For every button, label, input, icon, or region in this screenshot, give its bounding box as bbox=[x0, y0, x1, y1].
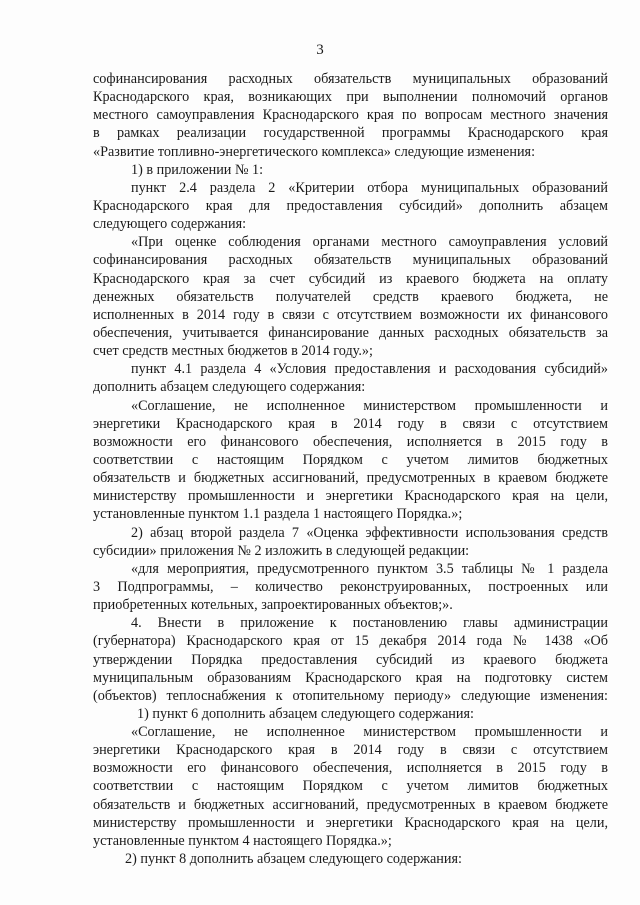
text-line: 2) пункт 8 дополнить абзацем следующего содержания: bbox=[125, 851, 462, 868]
text-line: в рамках реализации государственной программы Краснодарского края bbox=[93, 125, 608, 142]
document-body bbox=[93, 70, 608, 868]
text-line: министерству промышленности и энергетики Краснодарского края на цели, bbox=[93, 814, 608, 831]
text-line: счет средств местных бюджетов в 2014 году.»; bbox=[93, 343, 373, 360]
text-line: (губернатора) Краснодарского края от 15 декабря 2014 года № 1438 «Об bbox=[93, 633, 608, 650]
text-line: возможности его финансового обеспечения, исполняется в 2015 году в bbox=[93, 433, 608, 450]
text-line: следующего содержания: bbox=[93, 216, 247, 233]
text-line: установленные пунктом 1.1 раздела 1 настоящего Порядка.»; bbox=[93, 506, 463, 523]
text-line: денежных обязательств получателей средств краевого бюджета, не bbox=[93, 288, 608, 305]
text-line: обязательств и бюджетных ассигнований, предусмотренных в краевом бюджете bbox=[93, 470, 608, 487]
text-line: (объектов) теплоснабжения к отопительному периоду» следующие изменения: bbox=[93, 687, 608, 704]
text-line: пункт 2.4 раздела 2 «Критерии отбора муниципальных образований bbox=[131, 179, 608, 196]
text-line: обязательств и бюджетных ассигнований, предусмотренных в краевом бюджете bbox=[93, 796, 608, 813]
text-line: Краснодарского края за счет субсидий из краевого бюджета на оплату bbox=[93, 270, 608, 287]
text-line: обеспечения, учитывается финансирование данных расходных обязательств за bbox=[93, 324, 608, 341]
text-line: пункт 4.1 раздела 4 «Условия предоставления и расходования субсидий» bbox=[131, 361, 608, 378]
text-line: утверждении Порядка предоставления субсидий из краевого бюджета bbox=[93, 651, 608, 668]
text-line: 1) в приложении № 1: bbox=[131, 161, 264, 178]
text-line: соответствии с настоящим Порядком с учетом лимитов бюджетных bbox=[93, 451, 608, 468]
text-line: «При оценке соблюдения органами местного самоуправления условий bbox=[131, 234, 608, 251]
page-number: 3 bbox=[316, 42, 324, 58]
text-line: возможности его финансового обеспечения, исполняется в 2015 году в bbox=[93, 760, 608, 777]
text-line: муниципальным образованиям Краснодарского края на подготовку систем bbox=[93, 669, 608, 686]
text-line: Краснодарского края для предоставления субсидий» дополнить абзацем bbox=[93, 197, 608, 214]
text-line: «для мероприятия, предусмотренного пунктом 3.5 таблицы № 1 раздела bbox=[131, 560, 608, 577]
text-line: энергетики Краснодарского края в 2014 году в связи с отсутствием bbox=[93, 742, 608, 759]
text-line: местного самоуправления Краснодарского края по вопросам местного значения bbox=[93, 107, 608, 124]
text-line: 3 Подпрограммы, – количество реконструированных, построенных или bbox=[93, 578, 608, 595]
text-line: софинансирования расходных обязательств муниципальных образований bbox=[93, 71, 608, 87]
text-line: «Развитие топливно-энергетического комплекса» следующие изменения: bbox=[93, 143, 536, 160]
text-line: энергетики Краснодарского края в 2014 году в связи с отсутствием bbox=[93, 415, 608, 432]
text-line: субсидии» приложения № 2 изложить в следующей редакции: bbox=[93, 542, 470, 559]
text-line: 1) пункт 6 дополнить абзацем следующего содержания: bbox=[137, 705, 474, 722]
text-line: соответствии с настоящим Порядком с учетом лимитов бюджетных bbox=[93, 778, 608, 795]
text-line: дополнить абзацем следующего содержания: bbox=[93, 379, 366, 396]
text-line: приобретенных котельных, запроектированных объектов;». bbox=[93, 597, 453, 614]
text-line: 4. Внести в приложение к постановлению главы администрации bbox=[131, 615, 608, 632]
text-line: Краснодарского края, возникающих при выполнении полномочий органов bbox=[93, 89, 608, 106]
text-line: установленные пунктом 4 настоящего Порядка.»; bbox=[93, 832, 392, 849]
text-line: 2) абзац второй раздела 7 «Оценка эффективности использования средств bbox=[131, 524, 608, 541]
text-line: исполненных в 2014 году в связи с отсутствием возможности их финансового bbox=[93, 306, 608, 323]
text-line: «Соглашение, не исполненное министерством промышленности и bbox=[131, 397, 608, 414]
text-line: министерству промышленности и энергетики Краснодарского края на цели, bbox=[93, 488, 608, 505]
text-line: софинансирования расходных обязательств муниципальных образований bbox=[93, 252, 608, 269]
text-line: «Соглашение, не исполненное министерством промышленности и bbox=[131, 724, 608, 741]
